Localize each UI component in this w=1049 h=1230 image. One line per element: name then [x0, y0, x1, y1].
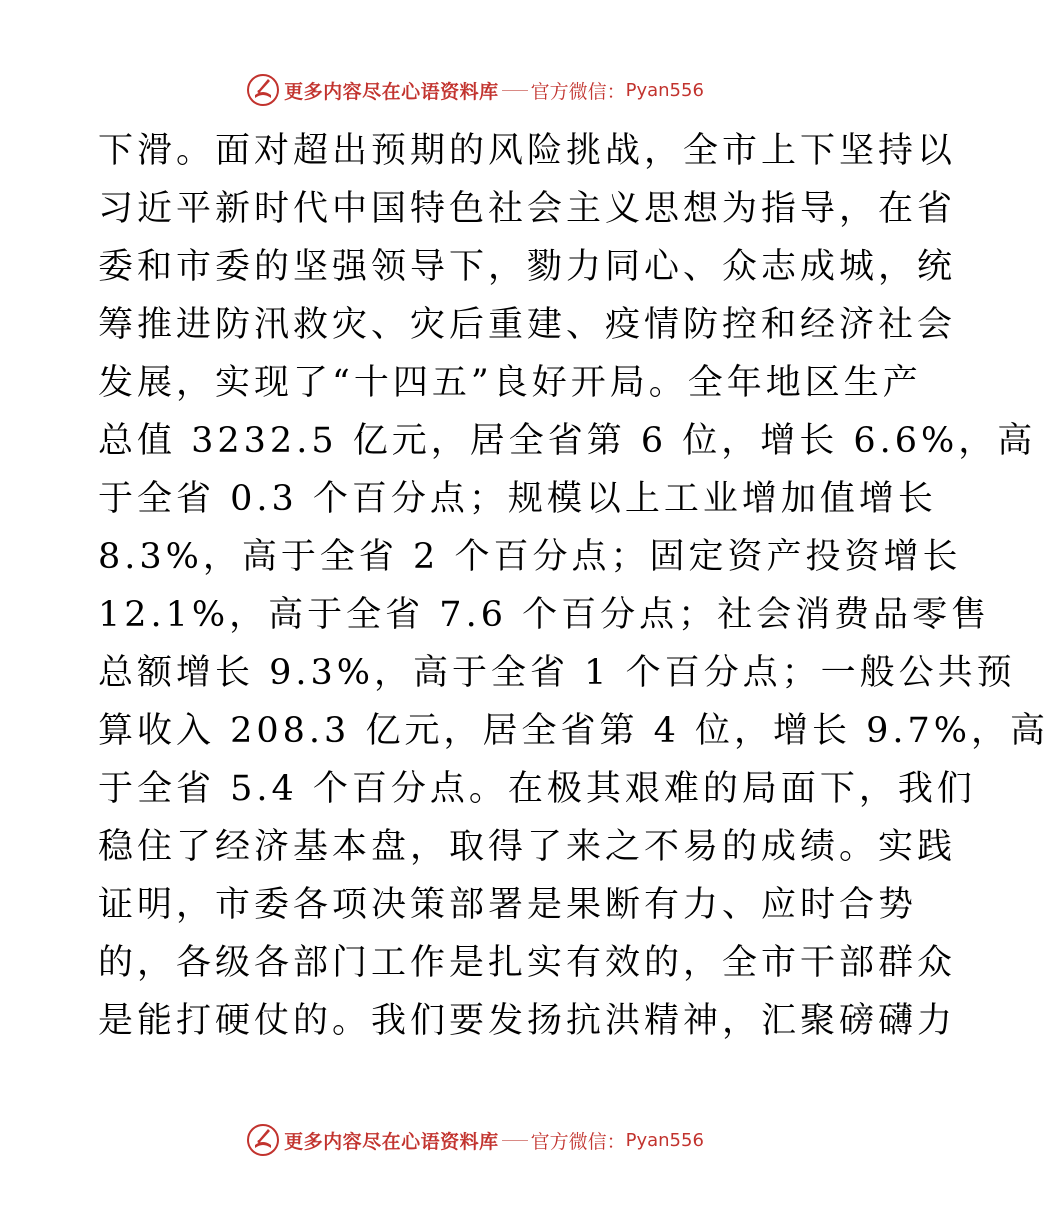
banner-wechat-id: Pyan556	[625, 1129, 704, 1151]
book-quill-logo-icon	[246, 1123, 280, 1157]
text-line: 于全省 0.3 个百分点；规模以上工业增加值增长	[98, 479, 937, 519]
text-line: 8.3%，高于全省 2 个百分点；固定资产投资增长	[98, 537, 962, 577]
text-line: 筹推进防汛救灾、灾后重建、疫情防控和经济社会	[98, 305, 957, 345]
banner-wechat-label: 官方微信：	[530, 80, 626, 103]
text-line: 总额增长 9.3%，高于全省 1 个百分点；一般公共预	[98, 653, 1016, 693]
banner-dash	[502, 90, 528, 91]
text-line: 是能打硬仗的。我们要发扬抗洪精神，汇聚磅礴力	[98, 1001, 957, 1041]
banner-dash	[502, 1140, 528, 1141]
text-line: 算收入 208.3 亿元，居全省第 4 位，增长 9.7%，高	[98, 711, 1049, 751]
text-line: 12.1%，高于全省 7.6 个百分点；社会消费品零售	[98, 595, 991, 635]
text-line: 证明，市委各项决策部署是果断有力、应时合势	[98, 885, 918, 925]
text-line: 习近平新时代中国特色社会主义思想为指导，在省	[98, 189, 957, 229]
text-line: 委和市委的坚强领导下，勠力同心、众志成城，统	[98, 247, 957, 287]
book-quill-logo-icon	[246, 73, 280, 107]
banner-wechat-id: Pyan556	[625, 79, 704, 101]
banner-main-text: 更多内容尽在心语资料库	[284, 80, 499, 103]
footer-banner	[0, 1120, 950, 1160]
text-line: 于全省 5.4 个百分点。在极其艰难的局面下，我们	[98, 769, 976, 809]
text-line: 的，各级各部门工作是扎实有效的，全市干部群众	[98, 943, 957, 983]
text-line: 稳住了经济基本盘，取得了来之不易的成绩。实践	[98, 827, 957, 867]
header-banner	[0, 70, 950, 110]
banner-wechat-label: 官方微信：	[530, 1130, 626, 1153]
body-paragraph	[98, 122, 1049, 1050]
text-line: 下滑。面对超出预期的风险挑战，全市上下坚持以	[98, 131, 957, 171]
text-line: 发展，实现了“十四五”良好开局。全年地区生产	[98, 363, 922, 403]
text-line: 总值 3232.5 亿元，居全省第 6 位，增长 6.6%，高	[98, 421, 1037, 461]
banner-main-text: 更多内容尽在心语资料库	[284, 1130, 499, 1153]
